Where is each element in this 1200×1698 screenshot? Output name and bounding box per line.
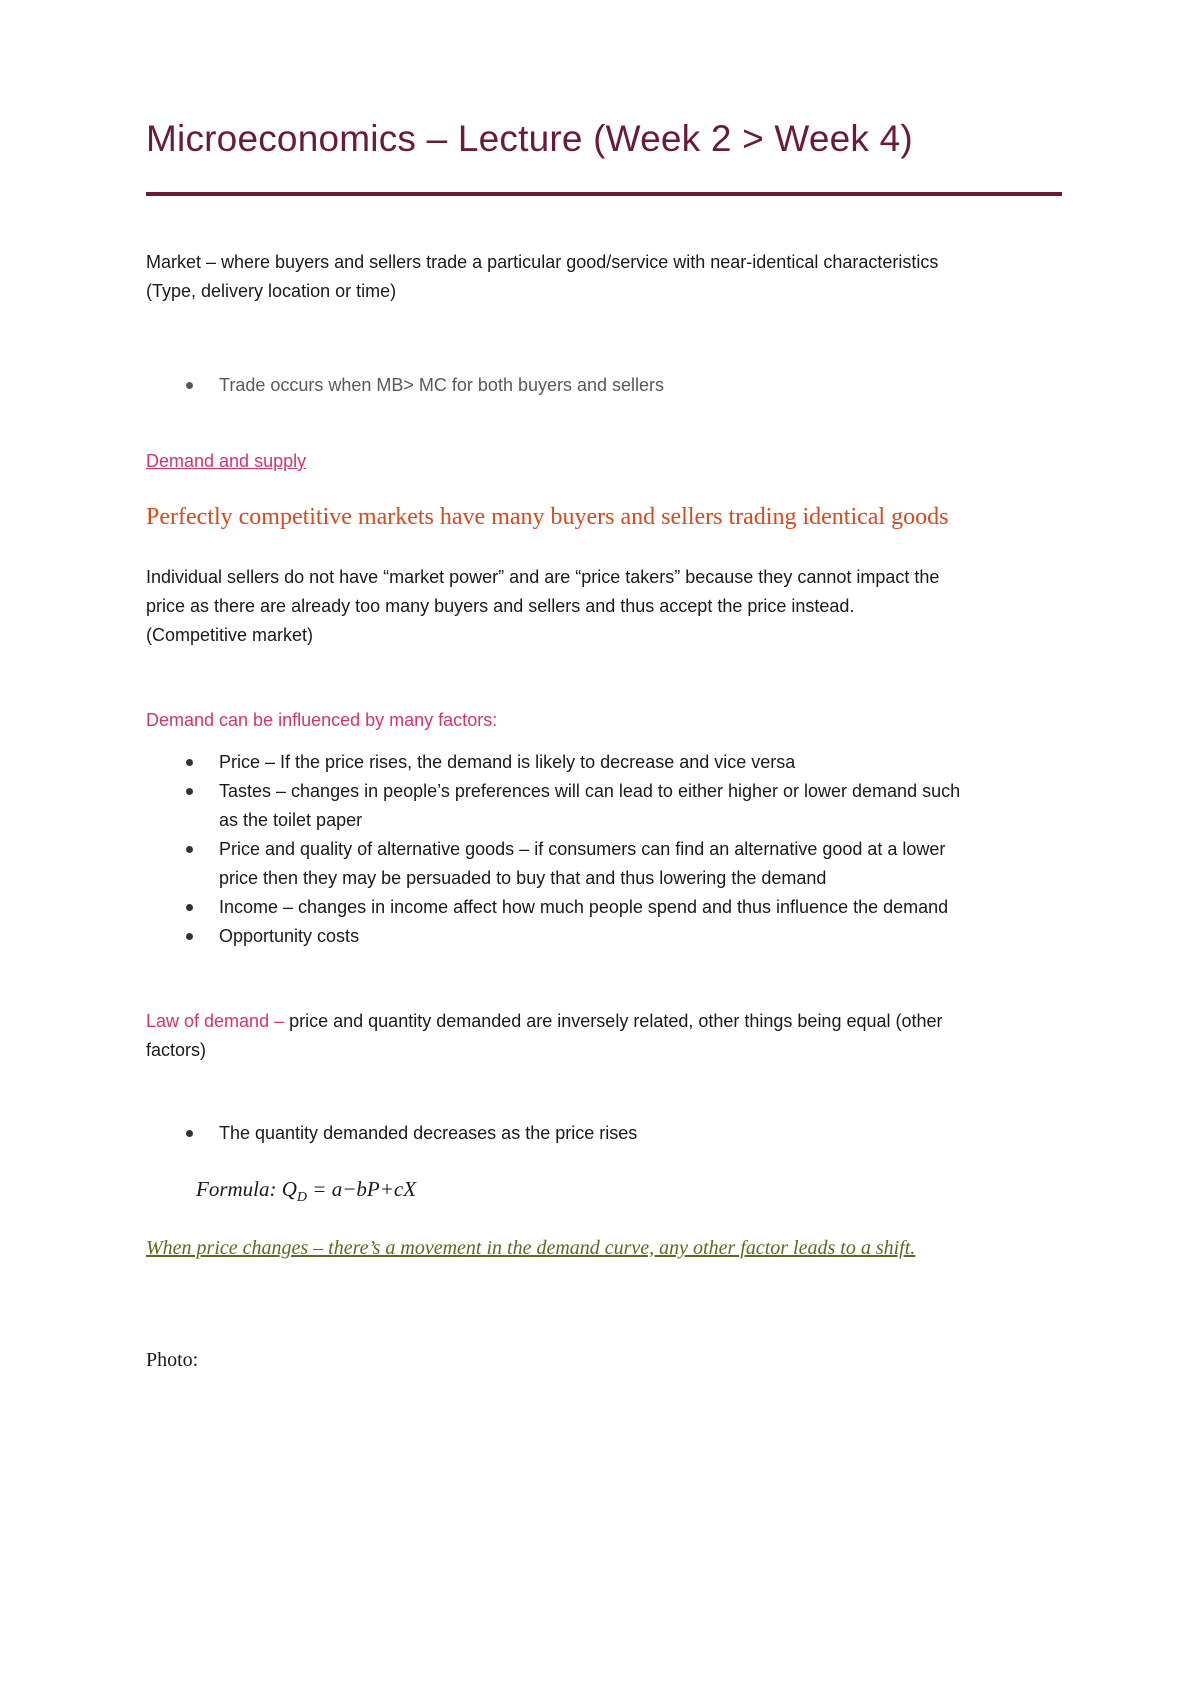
law-of-demand-text: price and quantity demanded are inversely related, other things being equal (other (289, 1011, 943, 1031)
bullet-icon (186, 846, 193, 853)
list-item (146, 893, 1066, 922)
movement-note: When price changes – there’s a movement in the demand curve, any other factor leads to a shift. (146, 1237, 916, 1259)
bullet-icon (186, 933, 193, 940)
title-divider (146, 192, 1062, 196)
formula-prefix: Formula: Q (196, 1177, 297, 1201)
quantity-bullet-text: The quantity demanded decreases as the price rises (219, 1123, 638, 1143)
page-title: Microeconomics – Lecture (Week 2 > Week 4) (146, 118, 913, 159)
factor-alternatives-cont: price then they may be persuaded to buy that and thus lowering the demand (219, 868, 827, 888)
list-item (146, 371, 1066, 400)
bullet-icon (186, 382, 193, 389)
market-definition-line-2: (Type, delivery location or time) (146, 281, 397, 301)
list-item (146, 777, 1066, 835)
market-definition (146, 248, 1066, 306)
market-definition-line-1: Market – where buyers and sellers trade a particular good/service with near-identical characteristics (146, 252, 939, 272)
factor-opportunity-costs: Opportunity costs (219, 926, 360, 946)
formula-suffix: = a−bP+cX (307, 1177, 417, 1201)
formula-subscript: D (296, 1190, 308, 1206)
demand-and-supply-link[interactable]: Demand and supply (146, 451, 307, 471)
bullet-icon (186, 788, 193, 795)
photo-label: Photo: (146, 1349, 199, 1371)
factor-income: Income – changes in income affect how much people spend and thus influence the demand (219, 897, 949, 917)
quantity-bullet-list (146, 1119, 1066, 1148)
bullet-icon (186, 904, 193, 911)
law-of-demand-text-cont: factors) (146, 1040, 207, 1060)
list-item (146, 835, 1066, 893)
law-of-demand-label: Law of demand – (146, 1011, 290, 1031)
factor-price: Price – If the price rises, the demand is likely to decrease and vice versa (219, 752, 796, 772)
sellers-paragraph-line-2: price as there are already too many buyers and sellers and thus accept the price instead. (146, 596, 855, 616)
law-of-demand (146, 1007, 1066, 1065)
bullet-icon (186, 759, 193, 766)
sellers-paragraph-line-1: Individual sellers do not have “market power” and are “price takers” because they cannot impact the (146, 567, 940, 587)
factor-tastes: Tastes – changes in people’s preferences will can lead to either higher or lower demand such (219, 781, 961, 801)
sellers-paragraph (146, 563, 1066, 650)
list-item (146, 748, 1066, 777)
factor-alternatives: Price and quality of alternative goods – if consumers can find an alternative good at a lower (219, 839, 946, 859)
trade-bullet-list (146, 371, 1066, 400)
list-item (146, 922, 1066, 951)
list-item (146, 1119, 1066, 1148)
factor-tastes-cont: as the toilet paper (219, 810, 363, 830)
sellers-paragraph-line-3: (Competitive market) (146, 625, 314, 645)
bullet-icon (186, 1130, 193, 1137)
factors-list (146, 748, 1066, 951)
trade-bullet-text: Trade occurs when MB> MC for both buyers and sellers (219, 375, 665, 395)
demand-formula (196, 1177, 416, 1206)
factors-heading: Demand can be influenced by many factors: (146, 710, 498, 730)
perfect-competition-heading: Perfectly competitive markets have many buyers and sellers trading identical goods (146, 504, 949, 530)
document-page (146, 0, 1066, 1698)
